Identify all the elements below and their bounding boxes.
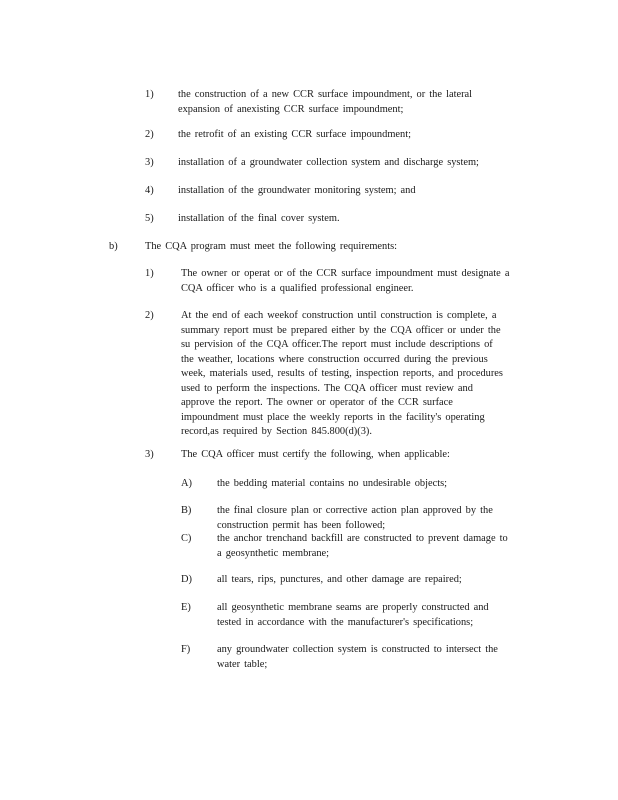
item-label: 4) xyxy=(145,185,154,196)
item-text: installation of the groundwater monitoring system; and xyxy=(178,185,416,196)
item-label: 2) xyxy=(145,310,154,321)
item-text: The CQA officer must certify the following, when applicable: xyxy=(181,449,450,460)
sub-item-label: D) xyxy=(181,574,192,585)
sub-item-text: all geosynthetic membrane seams are properly constructed and tested in accordance with the manufacturer's specifications; xyxy=(217,602,489,628)
sub-item-text: the final closure plan or corrective action plan approved by the construction permit has been followed; xyxy=(217,505,493,531)
sub-item-label: C) xyxy=(181,533,192,544)
item-text: the retrofit of an existing CCR surface impoundment; xyxy=(178,129,411,140)
item-label: 2) xyxy=(145,129,154,140)
sub-item-text: any groundwater collection system is constructed to intersect the water table; xyxy=(217,644,498,670)
sub-item-text: all tears, rips, punctures, and other damage are repaired; xyxy=(217,574,462,585)
section-label: b) xyxy=(109,241,118,252)
sub-item-label: A) xyxy=(181,478,192,489)
item-label: 1) xyxy=(145,268,154,279)
sub-item-text: the bedding material contains no undesirable objects; xyxy=(217,478,448,489)
section-text: The CQA program must meet the following requirements: xyxy=(145,241,398,252)
sub-item-text: the anchor trenchand backfill are constructed to prevent damage to a geosynthetic membrane; xyxy=(217,533,508,559)
item-label: 3) xyxy=(145,449,154,460)
item-label: 5) xyxy=(145,213,154,224)
item-text: installation of a groundwater collection system and discharge system; xyxy=(178,157,479,168)
item-label: 1) xyxy=(145,89,154,100)
item-text: installation of the final cover system. xyxy=(178,213,340,224)
sub-item-label: E) xyxy=(181,602,191,613)
item-label: 3) xyxy=(145,157,154,168)
sub-item-label: B) xyxy=(181,505,192,516)
item-text: At the end of each weekof construction until construction is complete, a summary report must be prepared either by the CQA officer or under the su pervision of the CQA officer.The report must include descriptions of the weather, locations where construction occurred during the previous week, materials used, results of testing, inspection reports, and procedures used to perform the inspections. The CQA officer must review and approve the report. The owner or operator of the CCR surface impoundment must place the weekly reports in the facility's operating record,as required by Section 845.800(d)(3). xyxy=(181,310,503,437)
item-text: the construction of a new CCR surface impoundment, or the lateral expansion of anexisting CCR surface impoundment; xyxy=(178,89,473,115)
sub-item-label: F) xyxy=(181,644,191,655)
item-text: The owner or operat or of the CCR surface impoundment must designate a CQA officer who is a qualified professional engineer. xyxy=(181,268,510,294)
